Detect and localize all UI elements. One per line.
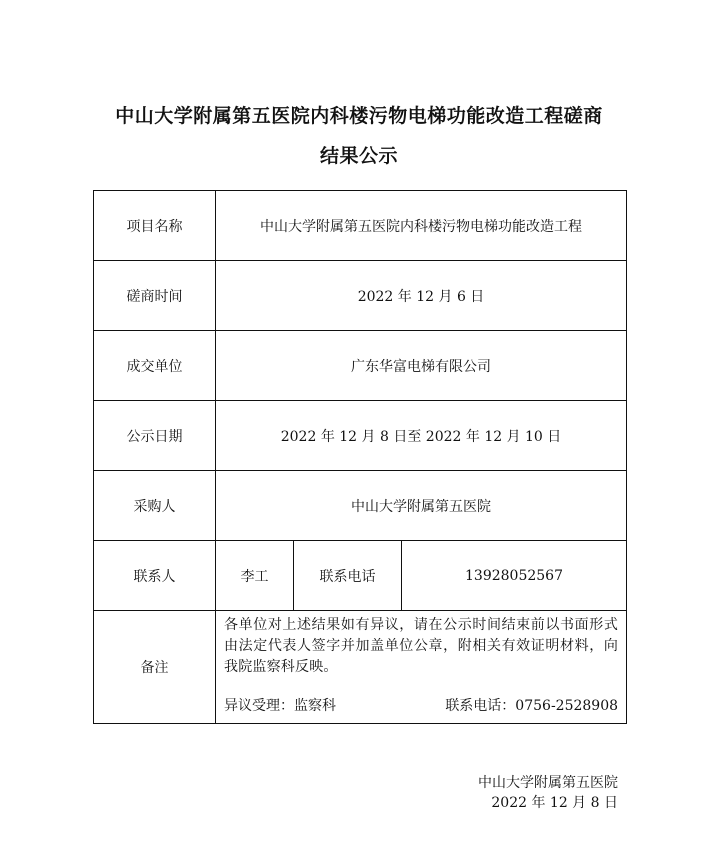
remarks-cell — [216, 611, 627, 724]
label-contact: 联系人 — [94, 541, 216, 611]
label-winning-unit: 成交单位 — [94, 331, 216, 401]
table-row-publicity-date — [94, 401, 627, 471]
table-row-negotiation-time — [94, 261, 627, 331]
table-row-project-name — [94, 191, 627, 261]
remarks-footer — [224, 696, 618, 717]
value-publicity-date: 2022 年 12 月 8 日至 2022 年 12 月 10 日 — [216, 401, 627, 471]
signature-org: 中山大学附属第五医院 — [478, 775, 618, 791]
remarks-contact-phone: 联系电话：0756-2528908 — [445, 698, 619, 714]
table-row-winning-unit — [94, 331, 627, 401]
page-subtitle: 结果公示 — [319, 145, 398, 167]
value-contact-person: 李工 — [216, 541, 294, 611]
value-purchaser: 中山大学附属第五医院 — [216, 471, 627, 541]
label-publicity-date: 公示日期 — [94, 401, 216, 471]
label-purchaser: 采购人 — [94, 471, 216, 541]
table-row-purchaser — [94, 471, 627, 541]
label-project-name: 项目名称 — [94, 191, 216, 261]
result-table — [93, 190, 627, 724]
page-title: 中山大学附属第五医院内科楼污物电梯功能改造工程磋商 — [115, 105, 603, 127]
label-contact-phone: 联系电话 — [294, 541, 402, 611]
table-row-remarks — [94, 611, 627, 724]
value-winning-unit: 广东华富电梯有限公司 — [216, 331, 627, 401]
value-project-name: 中山大学附属第五医院内科楼污物电梯功能改造工程 — [216, 191, 627, 261]
value-contact-phone: 13928052567 — [402, 541, 627, 611]
remarks-text: 各单位对上述结果如有异议，请在公示时间结束前以书面形式由法定代表人签字并加盖单位公章，附相关有效证明材料，向我院监察科反映。 — [224, 617, 619, 675]
label-remarks: 备注 — [94, 611, 216, 724]
signature-date: 2022 年 12 月 8 日 — [491, 795, 618, 811]
value-negotiation-time: 2022 年 12 月 6 日 — [216, 261, 627, 331]
table-row-contact — [94, 541, 627, 611]
objection-dept: 异议受理：监察科 — [224, 698, 336, 714]
label-negotiation-time: 磋商时间 — [94, 261, 216, 331]
